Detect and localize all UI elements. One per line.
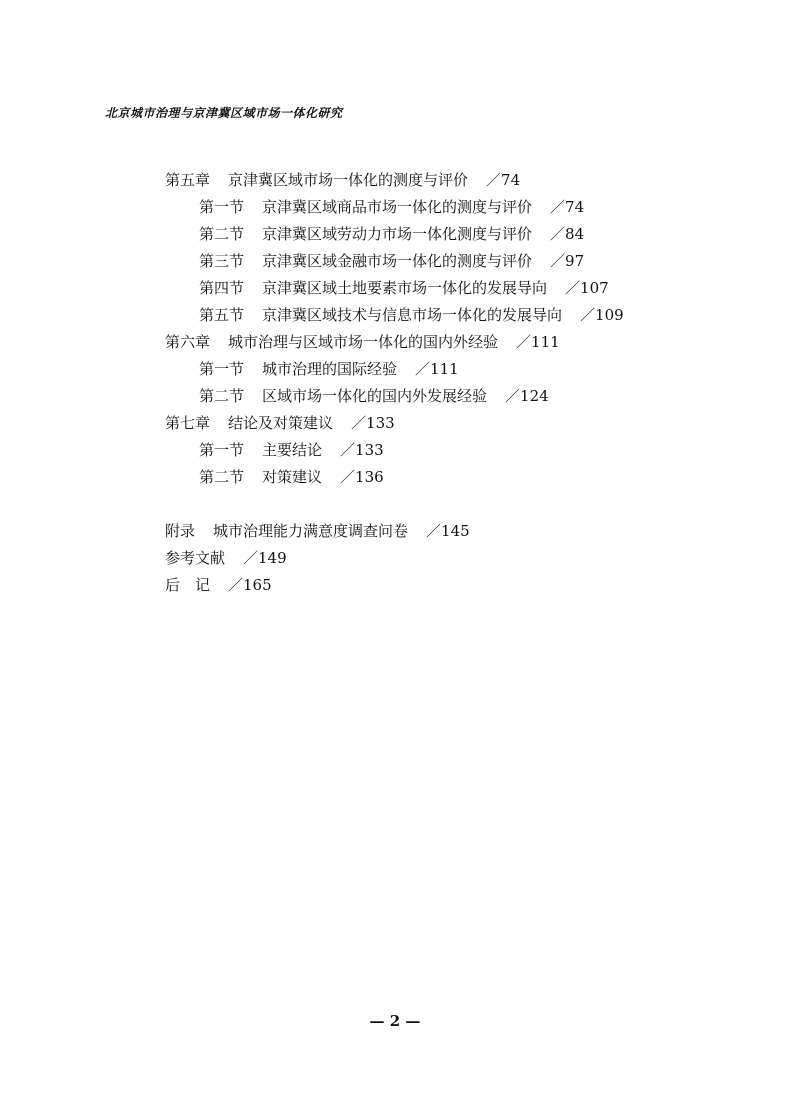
- page-ref: ／136: [340, 468, 384, 486]
- toc-references[interactable]: [165, 548, 287, 568]
- chapter-title: 京津冀区域市场一体化的测度与评价: [228, 171, 469, 189]
- toc-section-5-4[interactable]: [199, 278, 609, 298]
- section-label: 第三节: [199, 252, 245, 270]
- section-title: 对策建议: [262, 468, 323, 486]
- section-label: 第二节: [199, 468, 245, 486]
- toc-postscript[interactable]: [165, 575, 272, 595]
- page-ref: ／165: [228, 576, 272, 594]
- section-label: 第一节: [199, 360, 245, 378]
- toc-section-5-5[interactable]: [199, 305, 624, 325]
- running-header: 北京城市治理与京津冀区域市场一体化研究: [105, 106, 343, 120]
- toc-section-7-1[interactable]: [199, 440, 384, 460]
- toc-chapter-7[interactable]: [165, 413, 395, 433]
- page-ref: ／133: [351, 414, 395, 432]
- section-title: 主要结论: [262, 441, 323, 459]
- page-ref: ／109: [580, 306, 624, 324]
- section-label: 第四节: [199, 279, 245, 297]
- section-title: 京津冀区域技术与信息市场一体化的发展导向: [262, 306, 563, 324]
- page-ref: ／149: [243, 549, 287, 567]
- chapter-label: 第五章: [165, 171, 211, 189]
- appendix-label: 附录: [165, 522, 196, 540]
- section-label: 第一节: [199, 441, 245, 459]
- page-ref: ／74: [486, 171, 521, 189]
- page-ref: ／133: [340, 441, 384, 459]
- chapter-title: 结论及对策建议: [228, 414, 334, 432]
- chapter-title: 城市治理与区域市场一体化的国内外经验: [228, 333, 499, 351]
- toc-appendix[interactable]: [165, 521, 470, 541]
- section-title: 区域市场一体化的国内外发展经验: [262, 387, 488, 405]
- toc-section-6-2[interactable]: [199, 386, 549, 406]
- page-number: — 2 —: [369, 1012, 421, 1030]
- page-ref: ／107: [565, 279, 609, 297]
- toc-section-5-3[interactable]: [199, 251, 584, 271]
- postscript-label: 后 记: [165, 576, 211, 594]
- page-ref: ／97: [550, 252, 585, 270]
- page-ref: ／145: [426, 522, 470, 540]
- section-title: 京津冀区域劳动力市场一体化测度与评价: [262, 225, 533, 243]
- page-ref: ／124: [505, 387, 549, 405]
- section-title: 京津冀区域金融市场一体化的测度与评价: [262, 252, 533, 270]
- chapter-label: 第七章: [165, 414, 211, 432]
- section-title: 京津冀区域土地要素市场一体化的发展导向: [262, 279, 548, 297]
- page-ref: ／111: [415, 360, 459, 378]
- toc-chapter-6[interactable]: [165, 332, 560, 352]
- references-label: 参考文献: [165, 549, 226, 567]
- section-title: 城市治理的国际经验: [262, 360, 398, 378]
- section-label: 第二节: [199, 387, 245, 405]
- toc-section-6-1[interactable]: [199, 359, 459, 379]
- section-label: 第五节: [199, 306, 245, 324]
- page-ref: ／111: [516, 333, 560, 351]
- toc-section-5-2[interactable]: [199, 224, 584, 244]
- appendix-title: 城市治理能力满意度调查问卷: [213, 522, 409, 540]
- page-ref: ／84: [550, 225, 585, 243]
- toc-section-5-1[interactable]: [199, 197, 584, 217]
- page-ref: ／74: [550, 198, 585, 216]
- section-label: 第一节: [199, 198, 245, 216]
- section-label: 第二节: [199, 225, 245, 243]
- chapter-label: 第六章: [165, 333, 211, 351]
- section-title: 京津冀区域商品市场一体化的测度与评价: [262, 198, 533, 216]
- toc-section-7-2[interactable]: [199, 467, 384, 487]
- toc-chapter-5[interactable]: [165, 170, 520, 190]
